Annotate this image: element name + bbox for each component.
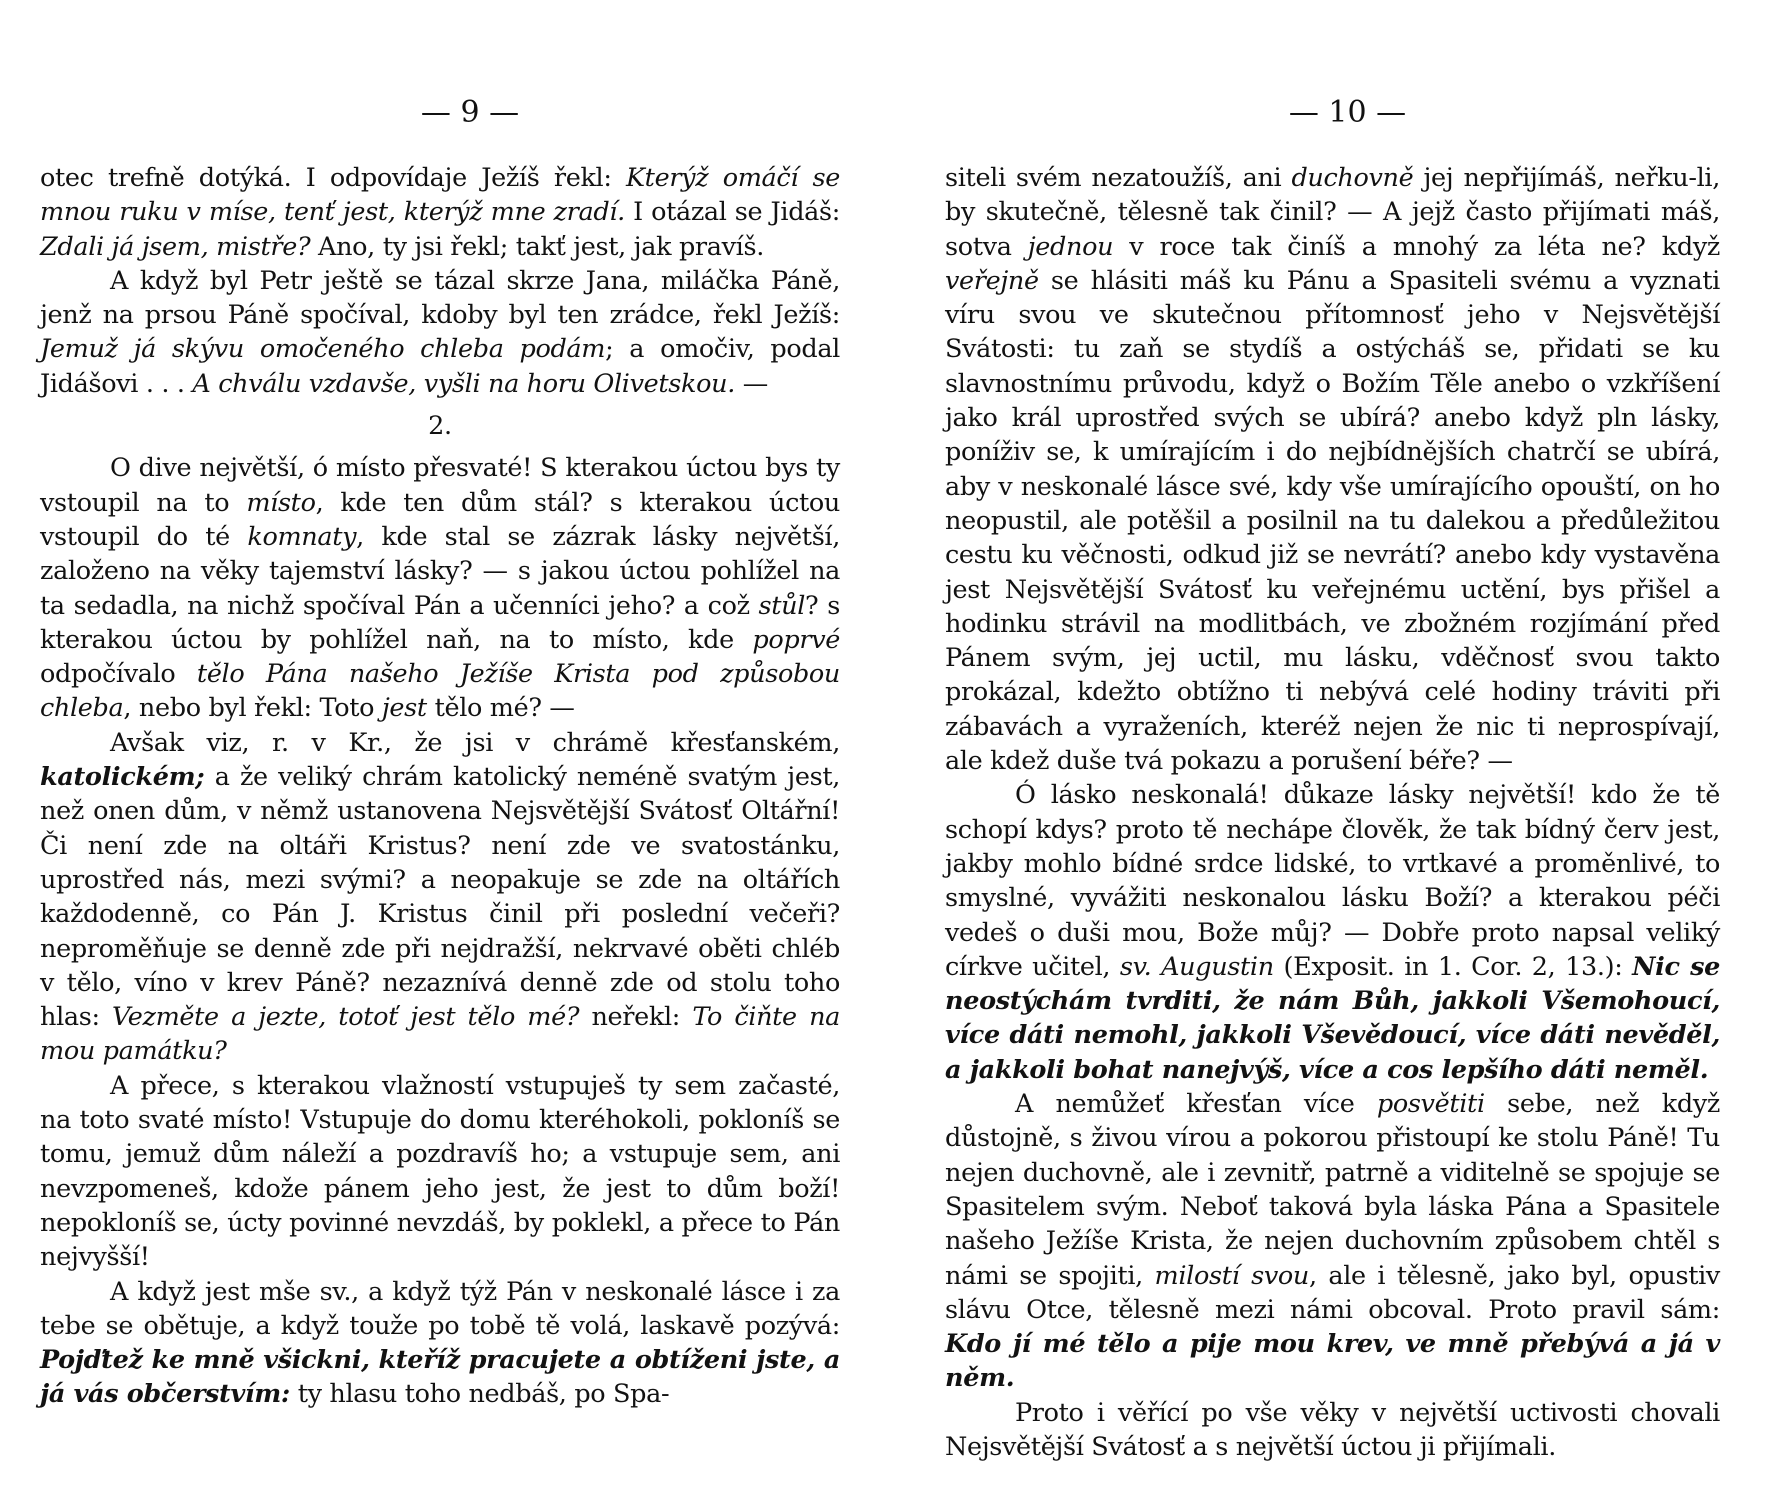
text-run: A když byl Petr ještě se tázal skrze Jana, miláčka Páně, jenž na prsou Páně spočíval, kdoby byl ten zrádce, řekl Ježíš:: [40, 265, 840, 331]
paragraph: [40, 451, 840, 725]
italic-text: poprvé: [752, 624, 840, 655]
text-run: Ano, ty jsi řekl; takť jest, jak pravíš.: [310, 231, 764, 262]
text-run: se hlásiti máš ku Pánu a Spasiteli svému a vyznati víru svou ve skutečnou přítomnosť jeho v Nejsvětější Svátosti: tu zaň se stydíš a ostýcháš se, přidati se ku slavnostnímu průvodu, když o Božím Těle anebo o vzkříšení jako král uprostřed svých se ubírá? anebo když pln lásky, poníživ se, k umírajícím i do nejbídnějších chatrčí se ubírá, aby v neskonalé lásce své, kdy vše umírajícího opouští, on ho neopustil, ale potěšil a posilnil na tu dalekou a předůležitou cestu ku věčnosti, odkud již se nevrátí? anebo kdy vystavěna jest Nejsvětější Svátosť ku veřejnému uctění, bys přišel a hodinku strávil na modlitbách, ve zbožném rozjímání před Pánem svým, jej uctil, mu lásku, vděčnosť svou takto prokázal, kdežto obtížno ti nebývá celé hodiny tráviti při zábavách a vyraženích, kteréž nejen že nic ti neprospívají, ale kdež duše tvá pokazu a porušení béře? —: [945, 265, 1720, 777]
paragraph: [945, 1087, 1720, 1396]
italic-text: To čiňte na mou památku?: [40, 1002, 841, 1067]
italic-text: komnaty: [247, 521, 357, 552]
italic-text: milostí svou: [1154, 1260, 1309, 1291]
italic-text: Zdali já jsem, mistře?: [40, 231, 311, 262]
italic-text: jest: [381, 693, 427, 724]
paragraph: [40, 1275, 840, 1412]
text-run: ; a omočiv, podal Jidášovi . . .: [40, 334, 840, 399]
text-run: I otázal se Jidáš:: [624, 197, 841, 228]
paragraph: [40, 264, 840, 401]
text-run: ty hlasu toho nedbáš, po Spa-: [289, 1379, 670, 1410]
italic-text: sv. Augustin: [1119, 951, 1274, 982]
text-run: Ó lásko neskonalá! důkaze lásky největší! kdo že tě schopí kdys? proto tě nechápe člověk, že tak bídný červ jest, jakby mohlo bídné srdce lidské, to vrtkavé a proměnlivé, to smyslné, vyvážiti neskonalou lásku Boží? a kterakou péči vedeš o duši mou, Bože můj? — Dobře proto napsal veliký církve učitel,: [945, 780, 1720, 982]
text-run: jej nepřijímáš, neřku-li, by skutečně, tělesně tak činil? — A jejž často přijímati máš, sotva: [945, 163, 1720, 262]
text-run: ? s kterakou úctou by pohlížel naň, na to místo, kde: [40, 590, 840, 655]
text-run: , kde ten dům stál? s kterakou úctou vstoupil do té: [40, 487, 840, 552]
bold-italic-text: Pojďtež ke mně všickni, kteříž pracujete a obtíženi jste, a já vás občerstvím:: [40, 1345, 840, 1410]
paragraph: [40, 1069, 840, 1275]
text-run: (Exposit. in 1. Cor. 2, 13.):: [1273, 951, 1633, 982]
italic-text: jednou: [1027, 231, 1114, 262]
italic-text: Kterýž omáčí se mnou ruku v míse, tenť jest, kterýž mne zradí.: [40, 163, 840, 228]
paragraph: [40, 161, 840, 264]
bold-italic-text: Kdo jí mé tělo a pije mou krev, ve mně přebývá a já v něm.: [945, 1329, 1720, 1394]
italic-text: duchovně: [1291, 163, 1414, 193]
text-run: sebe, než když důstojně, s živou vírou a pokorou přistoupí ke stolu Páně! Tu nejen duchovně, ale i zevnitř, patrně a viditelně se spojuje se Spasitelem svým. Neboť taková byla láska Pána a Spasitele našeho Ježíše Krista, že nejen duchovním způsobem chtěl s námi se spojiti,: [945, 1089, 1720, 1291]
text-run: Proto i věřící po vše věky v největší uctivosti chovali Nejsvětější Svátosť a s největší úctou ji přijímali.: [945, 1397, 1720, 1462]
text-run: siteli svém nezatoužíš, ani: [945, 163, 1292, 193]
paragraph: [945, 161, 1720, 778]
italic-text: tělo Pána našeho Ježíše Krista pod způsobou chleba: [40, 659, 840, 724]
text-run: otec trefně dotýká. I odpovídaje Ježíš řekl:: [40, 163, 626, 193]
text-run: —: [734, 368, 768, 399]
italic-text: veřejně: [945, 265, 1039, 296]
text-run: tělo mé? —: [426, 693, 575, 724]
page-number: — 9 —: [420, 95, 520, 130]
text-run: O dive největší, ó místo přesvaté! S kterakou úctou bys ty vstoupil na to: [40, 453, 840, 518]
text-run: neřekl:: [579, 1002, 693, 1033]
text-run: Avšak viz, r. v Kr., že jsi v chrámě křesťanském,: [110, 727, 840, 758]
italic-text: stůl: [758, 590, 806, 621]
page-body: [945, 161, 1720, 1464]
text-run: a že veliký chrám katolický neméně svatým jest, než onen dům, v němž ustanovena Nejsvětější Svátosť Oltářní! Či není zde na oltáři Kristus? není zde ve svatostánku, uprostřed nás, mezi svými? a neopakuje se zde na oltářích každodenně, co Pán J. Kristus činil při poslední večeři? neproměňuje se denně zde při nejdražší, nekrvavé oběti chléb v tělo, víno v krev Páně? nezaznívá denně zde od stolu toho hlas:: [40, 762, 840, 1033]
page-body: [40, 161, 840, 1412]
paragraph: [945, 778, 1720, 1087]
text-run: A přece, s kterakou vlažností vstupuješ ty sem začasté, na toto svaté místo! Vstupuje do domu kteréhokoli, pokloníš se tomu, jemuž dům náleží a pozdravíš ho; a vstupuje sem, ani nevzpomeneš, kdože pánem jeho jest, že jest to dům boží! nepokloníš se, úcty povinné nevzdáš, by poklekl, a přece to Pán nejvyšší!: [40, 1070, 840, 1273]
text-run: , kde stal se zázrak lásky největší, založeno na věky tajemství lásky? — s jakou úctou pohlížel na ta sedadla, na nichž spočíval Pán a učenníci jeho? a což: [40, 521, 840, 621]
bold-italic-text: Nic se neostýchám tvrditi, že nám Bůh, jakkoli Všemohoucí, více dáti nemohl, jakkoli Vševědoucí, více dáti nevěděl, a jakkoli bohat nanejvýš, více a cos lepšího dáti neměl.: [945, 951, 1720, 1085]
text-run: v roce tak činíš a mnohý za léta ne? když: [1113, 231, 1720, 262]
italic-text: posvětiti: [1376, 1089, 1485, 1120]
text-run: odpočívalo: [40, 659, 197, 690]
italic-text: A chválu vzdavše, vyšli na horu Olivetskou.: [192, 368, 735, 399]
paragraph: [40, 726, 840, 1069]
left-page: [40, 95, 840, 1412]
right-page: [945, 95, 1720, 1464]
italic-text: místo: [246, 487, 316, 518]
section-number: 2.: [428, 411, 452, 442]
italic-text: Vezměte a jezte, totoť jest tělo mé?: [112, 1002, 580, 1033]
text-run: , nebo byl řekl: Toto: [123, 693, 382, 724]
paragraph: [945, 1396, 1720, 1465]
text-run: A když jest mše sv., a když týž Pán v neskonalé lásce i za tebe se obětuje, a když touže po tobě tě volá, laskavě pozývá:: [40, 1276, 840, 1341]
bold-italic-text: katolickém;: [40, 762, 205, 793]
page-number: — 10 —: [1288, 95, 1407, 130]
text-run: A nemůžeť křesťan více: [1015, 1089, 1377, 1120]
text-run: , ale i tělesně, jako byl, opustiv slávu Otce, tělesně mezi námi obcoval. Proto pravil sám:: [945, 1260, 1720, 1325]
italic-text: Jemuž já skývu omočeného chleba podám: [40, 334, 606, 365]
